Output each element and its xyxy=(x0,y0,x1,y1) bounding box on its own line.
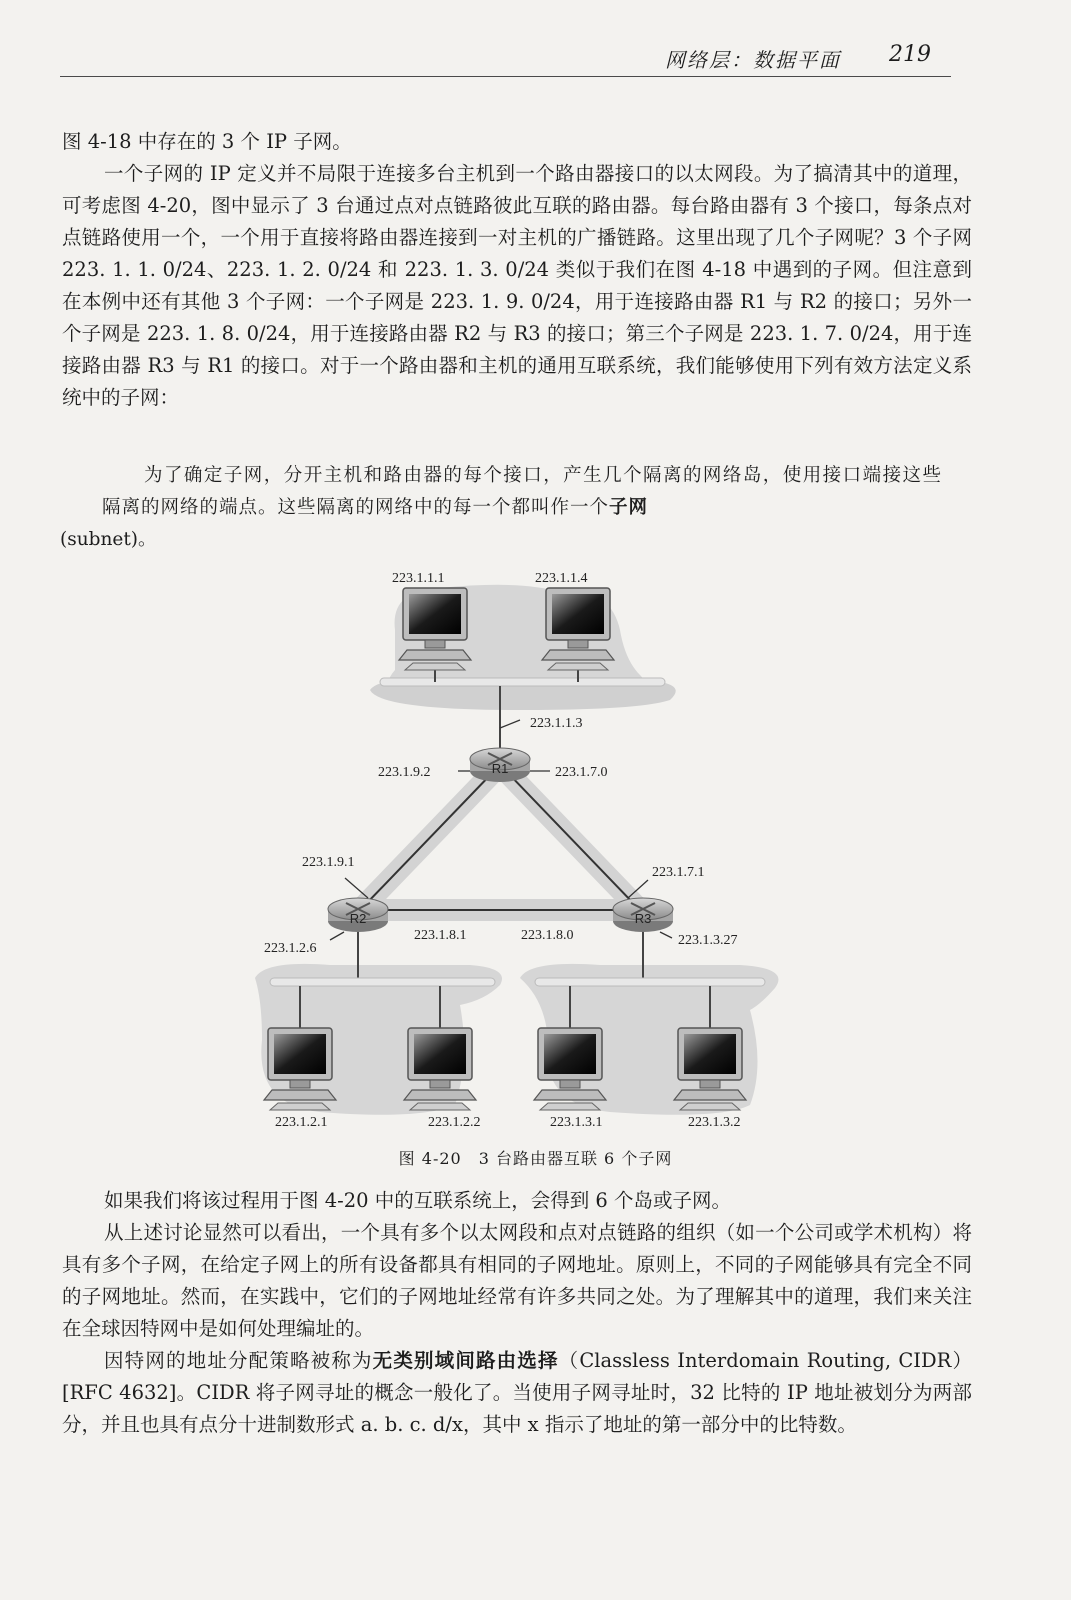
paragraph: 如果我们将该过程用于图 4-20 中的互联系统上，会得到 6 个岛或子网。 xyxy=(104,1189,732,1212)
host-computer-icon xyxy=(534,1028,606,1110)
host-computer-icon xyxy=(264,1028,336,1110)
addr-label: 223.1.2.1 xyxy=(275,1115,328,1130)
quote-text: 为了确定子网，分开主机和路由器的每个接口，产生几个隔离的网络岛，使用接口端接这些隔离的网络的端点。这些隔离的网络中的每一个都叫作一个 xyxy=(102,465,942,518)
page-number: 219 xyxy=(889,42,931,67)
addr-label: 223.1.3.2 xyxy=(688,1115,741,1130)
paragraph xyxy=(62,1345,972,1441)
addr-label: 223.1.2.6 xyxy=(264,941,317,956)
host-computer-icon xyxy=(404,1028,476,1110)
router-r3 xyxy=(613,898,673,932)
quote-paragraph xyxy=(60,460,942,556)
addr-label: 223.1.9.2 xyxy=(378,765,431,780)
network-diagram xyxy=(0,560,1071,1140)
chapter-title: 网络层：数据平面 xyxy=(665,48,841,72)
paragraph: 从上述讨论显然可以看出，一个具有多个以太网段和点对点链路的组织（如一个公司或学术机构）将具有多个子网，在给定子网上的所有设备都具有相同的子网地址。原则上，不同的子网能够具有完全不同的子网地址。然而，在实践中，它们的子网地址经常有许多共同之处。为了理解其中的道理，我们来关注在全球因特网中是如何处理编址的。 xyxy=(62,1221,972,1340)
addr-label: 223.1.7.1 xyxy=(652,865,705,880)
addr-label: 223.1.1.4 xyxy=(535,571,588,586)
cidr-suffix: （Classless Interdomain Routing, CIDR）[RFC 4632]。CIDR 将子网寻址的概念一般化了。当使用子网寻址时，32 比特的 IP 地址被划分为两部分，并且也具有点分十进制数形式 a. b. c. d/x，其中 x 指示了地址的第一部分中的比特数。 xyxy=(62,1349,972,1436)
figure-4-20 xyxy=(0,560,1071,1180)
router-r1 xyxy=(470,748,530,782)
figure-caption: 图 4-20 3 台路由器互联 6 个子网 xyxy=(398,1149,673,1168)
quote-term: 子网 xyxy=(609,497,649,518)
cidr-prefix: 因特网的地址分配策略被称为 xyxy=(104,1349,373,1372)
addr-label: 223.1.1.3 xyxy=(530,716,583,731)
addr-label: 223.1.9.1 xyxy=(302,855,355,870)
addr-label: 223.1.8.1 xyxy=(414,928,467,943)
addr-label: 223.1.3.1 xyxy=(550,1115,603,1130)
paragraph: 一个子网的 IP 定义并不局限于连接多台主机到一个路由器接口的以太网段。为了搞清其中的道理，可考虑图 4-20，图中显示了 3 台通过点对点链路彼此互联的路由器。每台路由器有 3 个接口，每条点对点链路使用一个，一个用于直接将路由器连接到一对主机的广播链路。这里出现了几个子网呢？3 个子网 223. 1. 1. 0/24、223. 1. 2. 0/24 和 223. 1. 3. 0/24 类似于我们在图 4-18 中遇到的子网。但注意到在本例中还有其他 3 个子网：一个子网是 223. 1. 9. 0/24，用于连接路由器 R1 与 R2 的接口；另外一个子网是 223. 1. 8. 0/24，用于连接路由器 R2 与 R3 的接口；第三个子网是 223. 1. 7. 0/24，用于连接路由器 R3 与 R1 的接口。对于一个路由器和主机的通用互联系统，我们能够使用下列有效方法定义系统中的子网： xyxy=(62,162,972,409)
router-label: R3 xyxy=(634,911,652,926)
p2p-links xyxy=(365,770,635,910)
body-text-bottom xyxy=(62,1185,972,1441)
definition-quote xyxy=(60,460,942,556)
lan-top xyxy=(380,668,665,752)
quote-suffix: (subnet)。 xyxy=(60,529,157,550)
addr-label: 223.1.8.0 xyxy=(521,928,574,943)
host-computer-icon xyxy=(542,588,614,670)
host-computer-icon xyxy=(674,1028,746,1110)
router-r2 xyxy=(328,898,388,932)
running-head xyxy=(60,42,951,77)
cidr-term: 无类别域间路由选择 xyxy=(372,1349,559,1372)
body-text-top xyxy=(62,126,972,414)
router-label: R2 xyxy=(349,911,367,926)
addr-label: 223.1.7.0 xyxy=(555,765,608,780)
addr-label: 223.1.3.27 xyxy=(678,933,738,948)
addr-label: 223.1.2.2 xyxy=(428,1115,481,1130)
host-computer-icon xyxy=(399,588,471,670)
paragraph: 图 4-18 中存在的 3 个 IP 子网。 xyxy=(62,130,352,153)
addr-label: 223.1.1.1 xyxy=(392,571,445,586)
router-label: R1 xyxy=(491,761,509,776)
